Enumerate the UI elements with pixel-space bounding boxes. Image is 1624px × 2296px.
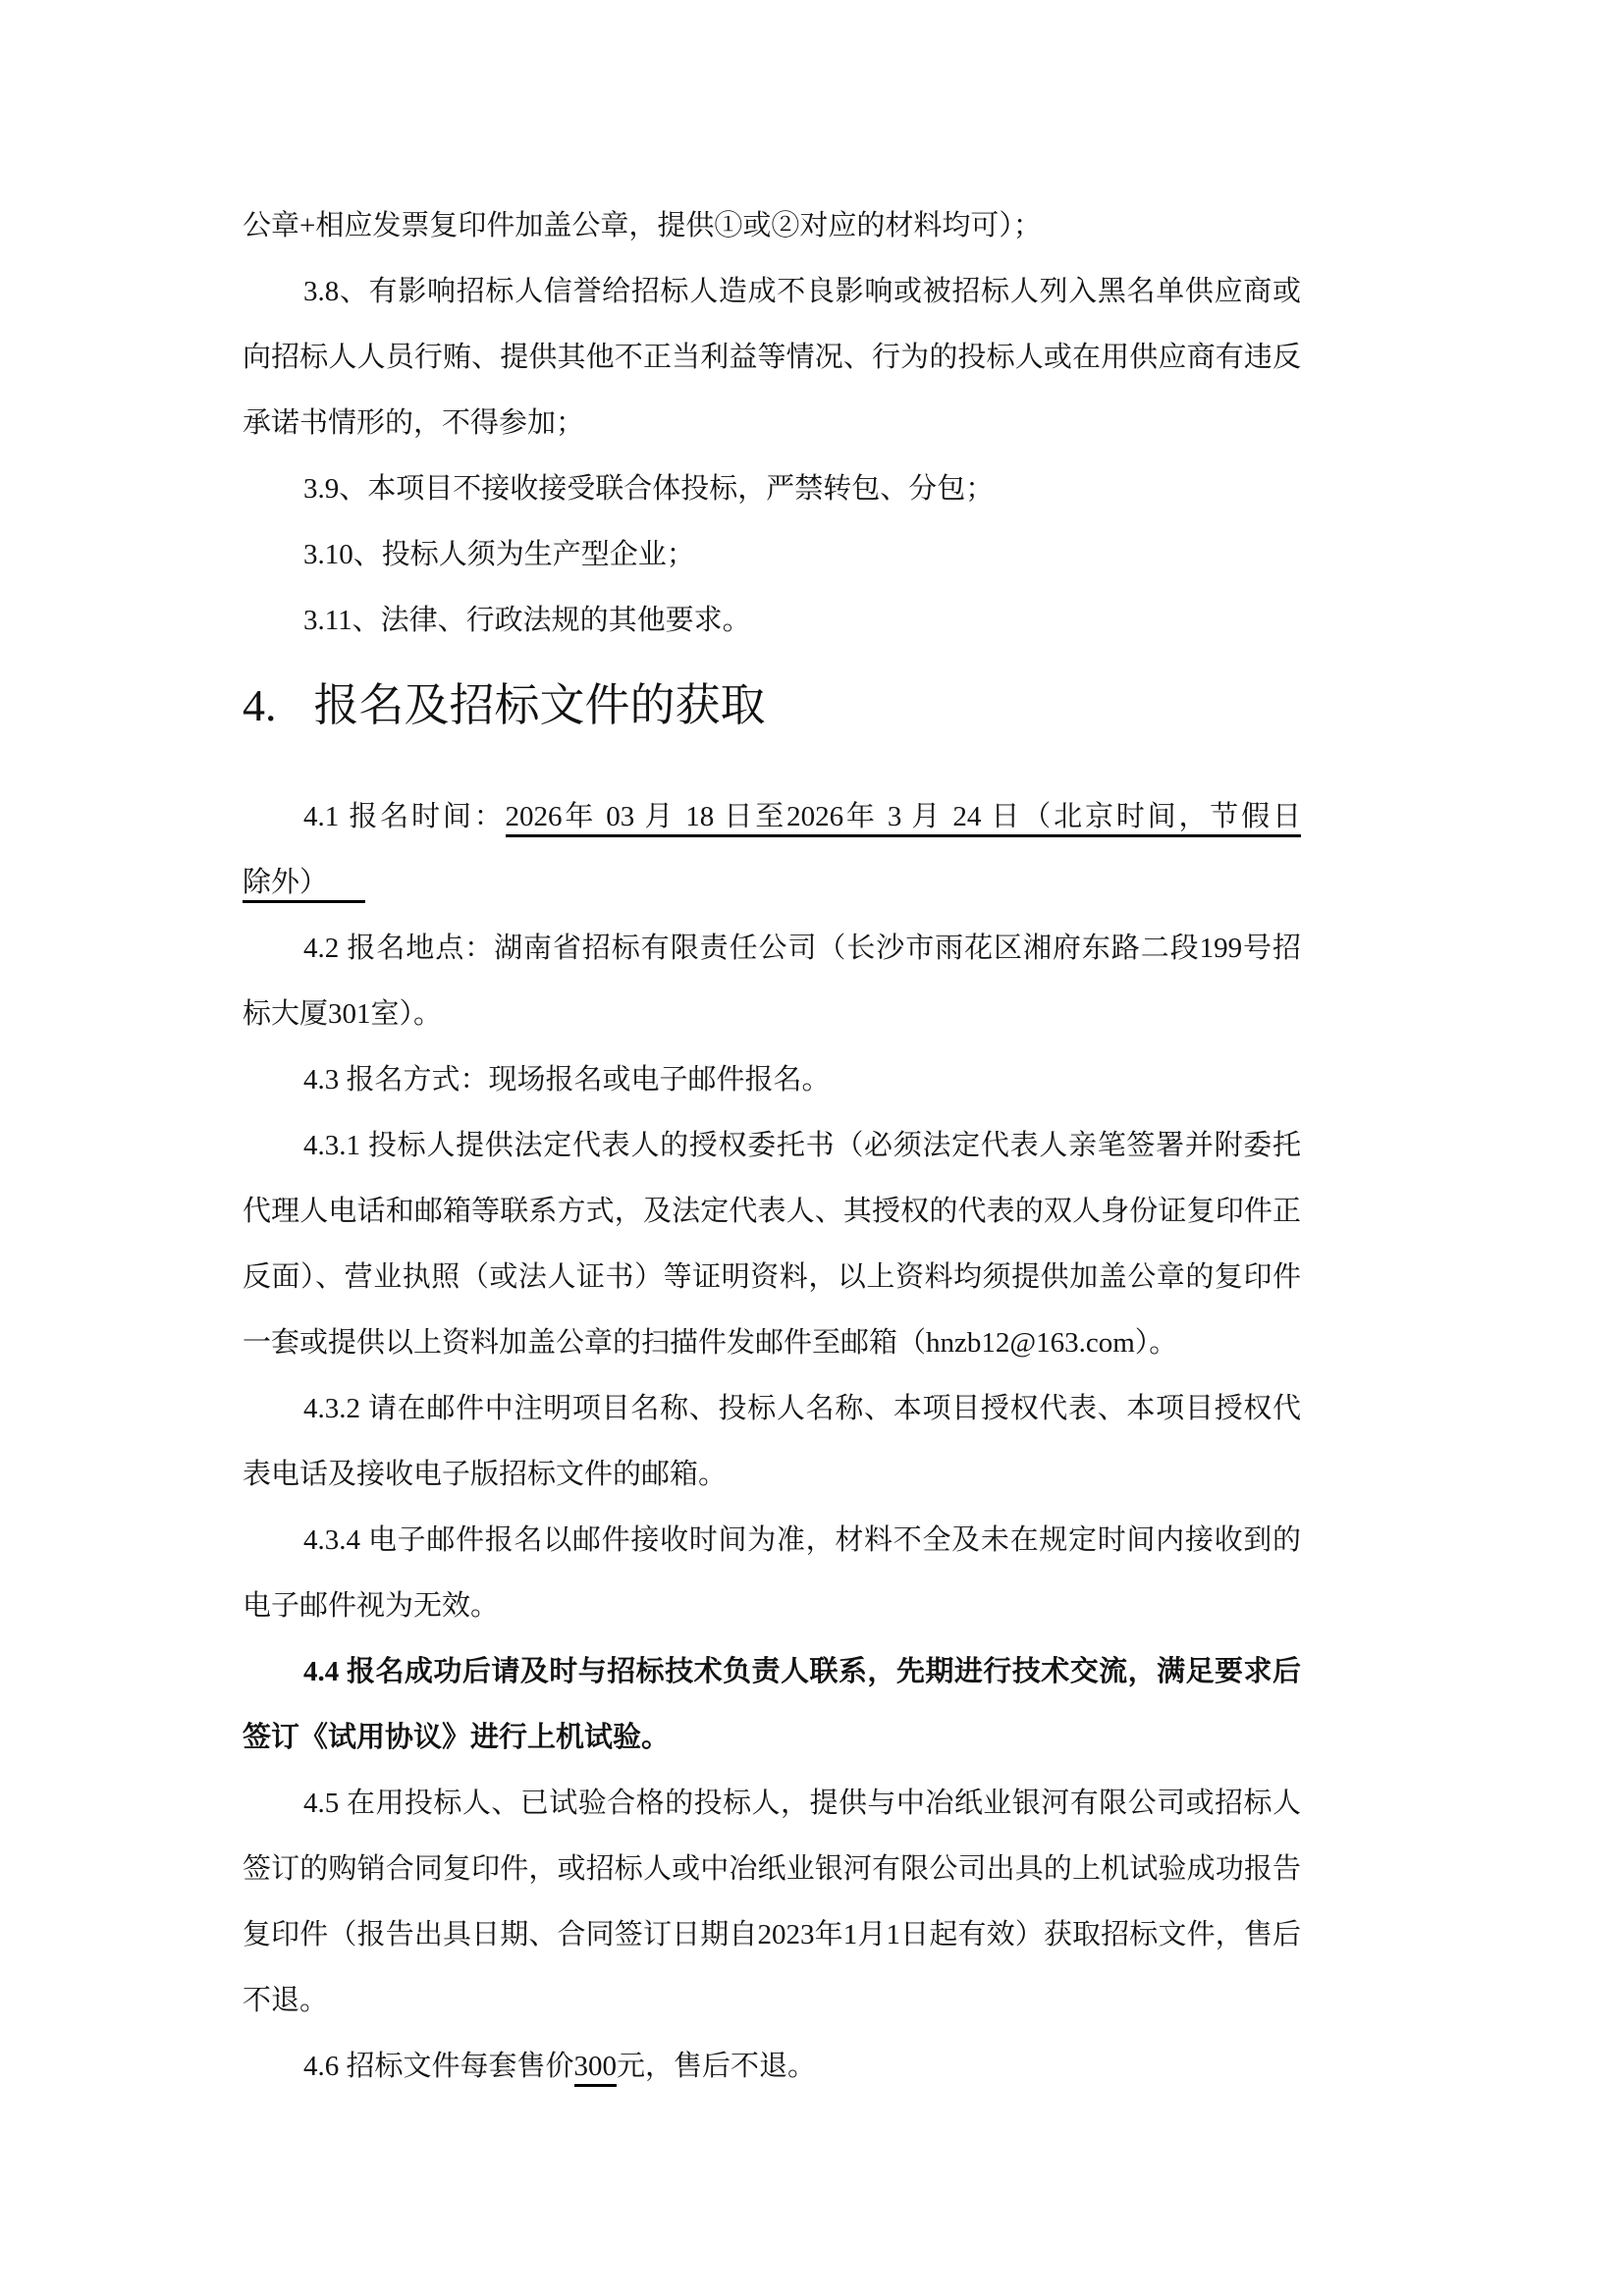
paragraph-line: 代理人电话和邮箱等联系方式，及法定代表人、其授权的代表的双人身份证复印件正 xyxy=(243,1196,1301,1227)
underlined-price: 300 xyxy=(574,2051,618,2087)
paragraph-line-4-6 xyxy=(243,2034,1301,2100)
paragraph-line-4-3: 4.3 报名方式：现场报名或电子邮件报名。 xyxy=(303,1064,831,1095)
paragraph-line-4-2: 4.2 报名地点：湖南省招标有限责任公司（长沙市雨花区湘府东路二段199号招 xyxy=(303,933,1301,964)
paragraph-line-3-10: 3.10、投标人须为生产型企业； xyxy=(303,539,695,570)
line-prefix: 4.1 报名时间： xyxy=(303,801,506,832)
paragraph-line: 复印件（报告出具日期、合同签订日期自2023年1月1日起有效）获取招标文件，售后 xyxy=(243,1919,1301,1950)
underlined-text: 除外） xyxy=(243,867,365,903)
paragraph-line-4-1 xyxy=(243,784,1301,850)
paragraph-line: 承诺书情形的，不得参加； xyxy=(243,407,585,439)
section-heading-number: 4. xyxy=(243,680,277,730)
line-suffix: 元，售后不退。 xyxy=(617,2051,817,2082)
paragraph-line xyxy=(243,850,1301,916)
paragraph-line-4-3-2: 4.3.2 请在邮件中注明项目名称、投标人名称、本项目授权代表、本项目授权代 xyxy=(303,1393,1301,1424)
section-heading-title: 报名及招标文件的获取 xyxy=(313,680,766,730)
underlined-date-range: 2026年 03 月 18 日至2026年 3 月 24 日（北京时间，节假日 xyxy=(506,801,1301,837)
paragraph-line-4-5: 4.5 在用投标人、已试验合格的投标人，提供与中冶纸业银河有限公司或招标人 xyxy=(303,1788,1301,1819)
paragraph-line: 签订的购销合同复印件，或招标人或中冶纸业银河有限公司出具的上机试验成功报告 xyxy=(243,1853,1301,1885)
paragraph-line: 公章+相应发票复印件加盖公章，提供①或②对应的材料均可）； xyxy=(243,210,1042,241)
paragraph-line: 不退。 xyxy=(243,1985,329,2016)
paragraph-line: 标大厦301室）。 xyxy=(243,998,443,1030)
paragraph-line: 签订《试用协议》进行上机试验。 xyxy=(243,1722,671,1753)
paragraph-line-4-3-4: 4.3.4 电子邮件报名以邮件接收时间为准，材料不全及未在规定时间内接收到的 xyxy=(303,1524,1301,1556)
document-content xyxy=(243,193,1301,2100)
paragraph-line: 反面）、营业执照（或法人证书）等证明资料，以上资料均须提供加盖公章的复印件 xyxy=(243,1261,1301,1293)
paragraph-line-3-8: 3.8、有影响招标人信誉给招标人造成不良影响或被招标人列入黑名单供应商或 xyxy=(303,276,1301,307)
paragraph-line: 表电话及接收电子版招标文件的邮箱。 xyxy=(243,1459,728,1490)
line-prefix: 4.6 招标文件每套售价 xyxy=(303,2051,574,2082)
paragraph-line-4-4: 4.4 报名成功后请及时与招标技术负责人联系，先期进行技术交流，满足要求后 xyxy=(303,1656,1301,1687)
paragraph-line-3-11: 3.11、法律、行政法规的其他要求。 xyxy=(303,605,751,636)
section-heading xyxy=(243,657,1301,755)
paragraph-line: 向招标人人员行贿、提供其他不正当利益等情况、行为的投标人或在用供应商有违反 xyxy=(243,342,1301,373)
paragraph-line: 电子邮件视为无效。 xyxy=(243,1590,500,1622)
paragraph-line-email: 一套或提供以上资料加盖公章的扫描件发邮件至邮箱（hnzb12@163.com）。 xyxy=(243,1327,1178,1359)
paragraph-line-4-3-1: 4.3.1 投标人提供法定代表人的授权委托书（必须法定代表人亲笔签署并附委托 xyxy=(303,1130,1301,1161)
paragraph-line-3-9: 3.9、本项目不接收接受联合体投标，严禁转包、分包； xyxy=(303,473,995,505)
